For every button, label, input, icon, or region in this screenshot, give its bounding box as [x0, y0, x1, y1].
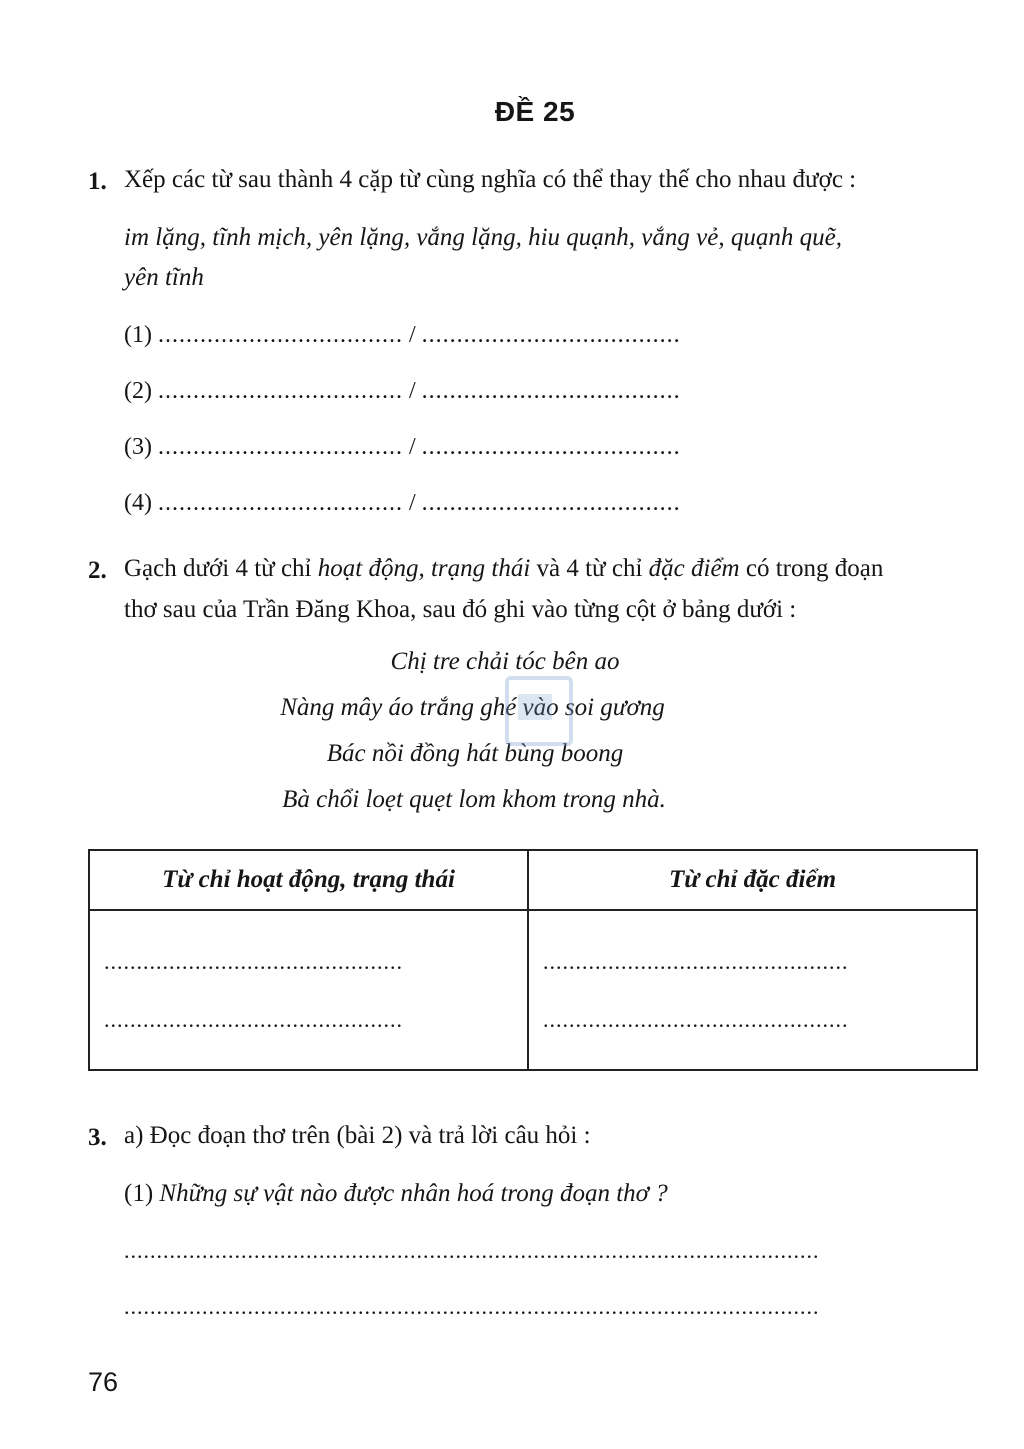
answer-row-2[interactable]	[124, 378, 681, 405]
answer-blank-left[interactable]: ...................................	[157, 490, 403, 516]
question-2-prompt-line-1	[124, 549, 1004, 589]
answer-blank-right[interactable]: .....................................	[421, 434, 681, 460]
question-3-part-a: a) Đọc đoạn thơ trên (bài 2) và trả lời câu hỏi :	[124, 1122, 591, 1149]
table-cell-activity[interactable]	[89, 910, 528, 1070]
question-3-sub-1	[124, 1174, 668, 1214]
page-title: ĐỀ 25	[494, 96, 576, 127]
answer-row-1[interactable]	[124, 322, 681, 349]
answer-blank-left[interactable]: ...................................	[157, 434, 403, 460]
answer-row-label: (3)	[124, 434, 152, 460]
cell-blank-line[interactable]: ...............................................	[543, 949, 849, 974]
question-2-prompt-line-2: thơ sau của Trần Đăng Khoa, sau đó ghi vào từng cột ở bảng dưới :	[124, 596, 797, 623]
question-1-prompt: Xếp các từ sau thành 4 cặp từ cùng nghĩa có thể thay thế cho nhau được :	[124, 166, 857, 193]
answer-blank-left[interactable]: ...................................	[157, 322, 403, 348]
prompt-text: và 4 từ chỉ	[530, 555, 649, 582]
cell-blank-line[interactable]: ..............................................	[104, 1007, 403, 1032]
answer-blank-left[interactable]: ...................................	[157, 378, 403, 404]
question-1-words-line-1: im lặng, tĩnh mịch, yên lặng, vắng lặng, hiu quạnh, vắng vẻ, quạnh quẽ,	[124, 224, 842, 251]
question-3-number: 3.	[88, 1124, 107, 1151]
answer-row-3[interactable]	[124, 434, 681, 461]
prompt-text: có trong đoạn	[739, 555, 884, 582]
pair-separator: /	[408, 322, 416, 348]
answer-blank-right[interactable]: .....................................	[421, 490, 681, 516]
table-header-characteristic: Từ chỉ đặc điểm	[528, 850, 977, 910]
answer-table	[88, 849, 978, 1071]
cell-blank-line[interactable]: ..............................................	[104, 949, 403, 974]
page-number: 76	[88, 1367, 119, 1397]
answer-blank-right[interactable]: .....................................	[421, 322, 681, 348]
sub-question-text: Những sự vật nào được nhân hoá trong đoạn thơ ?	[159, 1180, 668, 1207]
prompt-emphasis: hoạt động, trạng thái	[317, 555, 531, 582]
table-cell-characteristic[interactable]	[528, 910, 977, 1070]
cell-blank-line[interactable]: ...............................................	[543, 1007, 849, 1032]
poem-line-4: Bà chổi loẹt quẹt lom khom trong nhà.	[282, 786, 666, 813]
answer-row-label: (4)	[124, 490, 152, 516]
table-header-activity: Từ chỉ hoạt động, trạng thái	[89, 850, 528, 910]
sub-question-label: (1)	[124, 1180, 154, 1207]
answer-line-1[interactable]: ...........................................................................................................	[124, 1238, 820, 1263]
question-1-number: 1.	[88, 168, 107, 195]
question-2-number: 2.	[88, 557, 107, 584]
answer-line-2[interactable]: ...........................................................................................................	[124, 1294, 820, 1319]
answer-blank-right[interactable]: .....................................	[421, 378, 681, 404]
poem-line-1: Chị tre chải tóc bên ao	[390, 648, 620, 675]
question-1-words-line-2: yên tĩnh	[124, 264, 204, 291]
pair-separator: /	[408, 378, 416, 404]
answer-row-label: (2)	[124, 378, 152, 404]
pair-separator: /	[408, 434, 416, 460]
poem-line-2: Nàng mây áo trắng ghé vào soi gương	[280, 694, 665, 721]
watermark-logo-mark	[518, 694, 552, 720]
answer-row-4[interactable]	[124, 490, 681, 517]
prompt-text: Gạch dưới 4 từ chỉ	[124, 555, 318, 582]
pair-separator: /	[408, 490, 416, 516]
answer-row-label: (1)	[124, 322, 152, 348]
poem-line-3: Bác nồi đồng hát bùng boong	[326, 740, 624, 767]
prompt-emphasis: đặc điểm	[648, 555, 740, 582]
